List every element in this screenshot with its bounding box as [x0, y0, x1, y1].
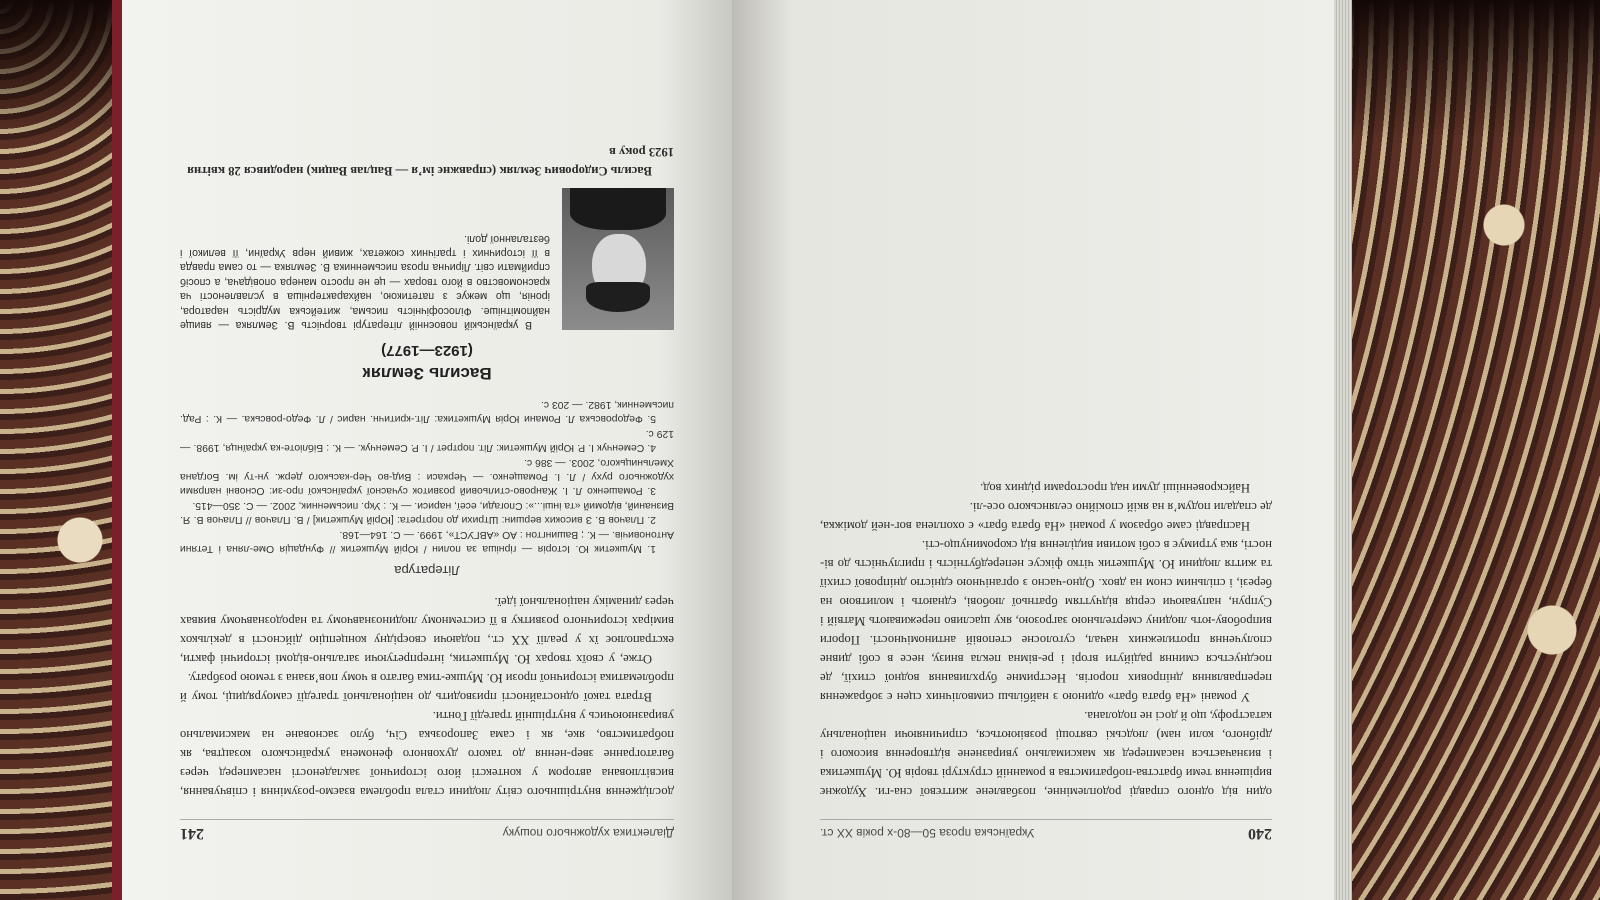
- author-heading: [180, 342, 674, 383]
- author-bio: Василь Сидорович Земляк (справжнє ім’я — Вацлав Вацик) народився 28 квітня 1923 року в: [187, 145, 674, 178]
- literature-item: 5. Федоровська Л. Романи Юрія Мушкетика: Літ.-критичн. нарис / Л. Федо-ровська. — К. : Рад. письменник, 1982. — 203 с.: [180, 399, 674, 424]
- left-paragraph: дослідження внутрішнього світу людини стала проблема взаємо-розуміння і співчування, висвітлювана автором у контексті його історичної закладеності насамперед через багатогранне звер-нення до такого духовного феномена українського козацтва, як побратимство, яке, як і сама Запорозька Січ, було засноване на максимально увиразнюючись у внутрішній трагедії Гонти.: [180, 709, 674, 799]
- author-years: (1923—1977): [381, 342, 473, 359]
- author-bio-block: [180, 184, 674, 332]
- literature-heading: Література: [394, 563, 460, 578]
- right-running-header: [820, 819, 1272, 842]
- literature-item: 1. Мушкетик Ю. Історія — гірніша за полин / Юрій Мушкетик // Фундація Оме-ляна і Тетяни Антоновичів. — К. ; Вашингтон : АО «АВГУСТ», 1999. — С. 164—168.: [180, 529, 674, 554]
- right-page: [732, 0, 1342, 900]
- left-paragraph: Втрата такої одностайності призводить до національної трагедії самоурядиці, тому й проблематика історичної прози Ю. Мушке-тика багато в чому пов’язана з темою розбрату.: [180, 671, 674, 704]
- left-page: [122, 0, 732, 900]
- left-page-number: 241: [180, 825, 204, 842]
- literature-item: 4. Семенчук І. Р. Юрій Мушкетик: Літ. портрет / І. Р. Семенчук. — К. : Бібліоте-ка українця, 1998. — 129 с.: [180, 428, 674, 453]
- right-page-number: 240: [1248, 825, 1272, 842]
- author-portrait: [562, 188, 674, 330]
- author-name: Василь Земляк: [362, 364, 492, 383]
- right-paragraph: У романі «На брата брат» одиною з найбільш символічних сцен є зображення переправляння дніпрових порогів. Нестримне бурхливання водної стихії, де поєднується сминня радійути вгорі і ре-вімна пекла внизу, несе в собі дивне сполучення протилежних начал, суголосне степовій антиномічності. Пороги випробову-ють людину смертельною загрозою, яку щасливо переживають Матвій і Супрун, напуваючи серця відчуттям братньої любові, єднають і молитвою на березі, і спільним сном на двох. Одно-часно з органічною єдністю дніпрової стихії та життя людини Ю. Мушкетик чітко фіксує непередбутність і приглучність до ві-ності, яка утримує в собі мотиви виділення від скороминущо-сті.: [820, 538, 1272, 704]
- author-intro: В українській повоєнній літературі творчість В. Земляка — явище найпомітніше. Філософічність письма, житейська мудрість наратора, іронія, що межує з патетикою, найхарактерніша в уславленості ча красномовство в його творах — це не просто манера оповідача, а спосіб сприймати світ. Лірична проза письменника В. Земляка — то сама правда в її історичних і трагічних сюжетах, живий нерв України, її великої і безталанної долі.: [180, 232, 550, 331]
- right-header-title: Українська проза 50—80-х років XX ст.: [820, 826, 1035, 840]
- page-edges: [1334, 0, 1352, 900]
- right-paragraph: Найскровенніші думи над просторами рідних вод.: [980, 481, 1250, 495]
- left-paragraph: Отже, у своїх творах Ю. Мушкетик, інтерпретуючи загально-відомі історичні факти, екстраполює їх у реалії XX ст., подаючи своєрідну концепцію дійсності в декількох вимірах історичного розвитку в її системному людинознавчому та народознавчому виявах через динаміку національної ідеї.: [180, 595, 674, 666]
- left-running-header: [180, 819, 674, 842]
- right-paragraph: Насправді саме образом у романі «На брата брат» є охоплена вог-ней доміжка, де спадали подум’я на якій спокійно селянського осе-лі.: [820, 500, 1272, 533]
- left-header-title: Діалектика художнього пошуку: [502, 826, 674, 840]
- literature-item: 2. Плачов В. З високих вершин: Штрихи до портрета: [Юрій Мушкетик] / В. Плачов // Плачов В. Я. Визнаний, відомий «та інші...»: Спогади, есеї, нариси. — К. : Укр. письменник, 2002. — С. 350—415.: [180, 500, 674, 525]
- literature-item: 3. Ромашенко Л. І. Жанрово-стильовий розвиток сучасної української про-зи: Основні напрями художнього руху / Л. І. Ромащенко. — Черкаси : Вид-во Чер-каського держ. ун-ту ім. Богдана Хмельницького, 2003. — 386 с.: [180, 457, 674, 496]
- right-paragraph: один від одного справді родоплемінне, позбавлене життєвої сна-ги. Художнє вирішення теми братства-побратимства в романній структурі творів Ю. Мушкетика і визначається насамперед як максимально увиразнене відтворення високого і дрібного, коли нам) людські святощі розвіюються, спричиняючи національну катастрофу, що й досі не подолана.: [820, 709, 1272, 799]
